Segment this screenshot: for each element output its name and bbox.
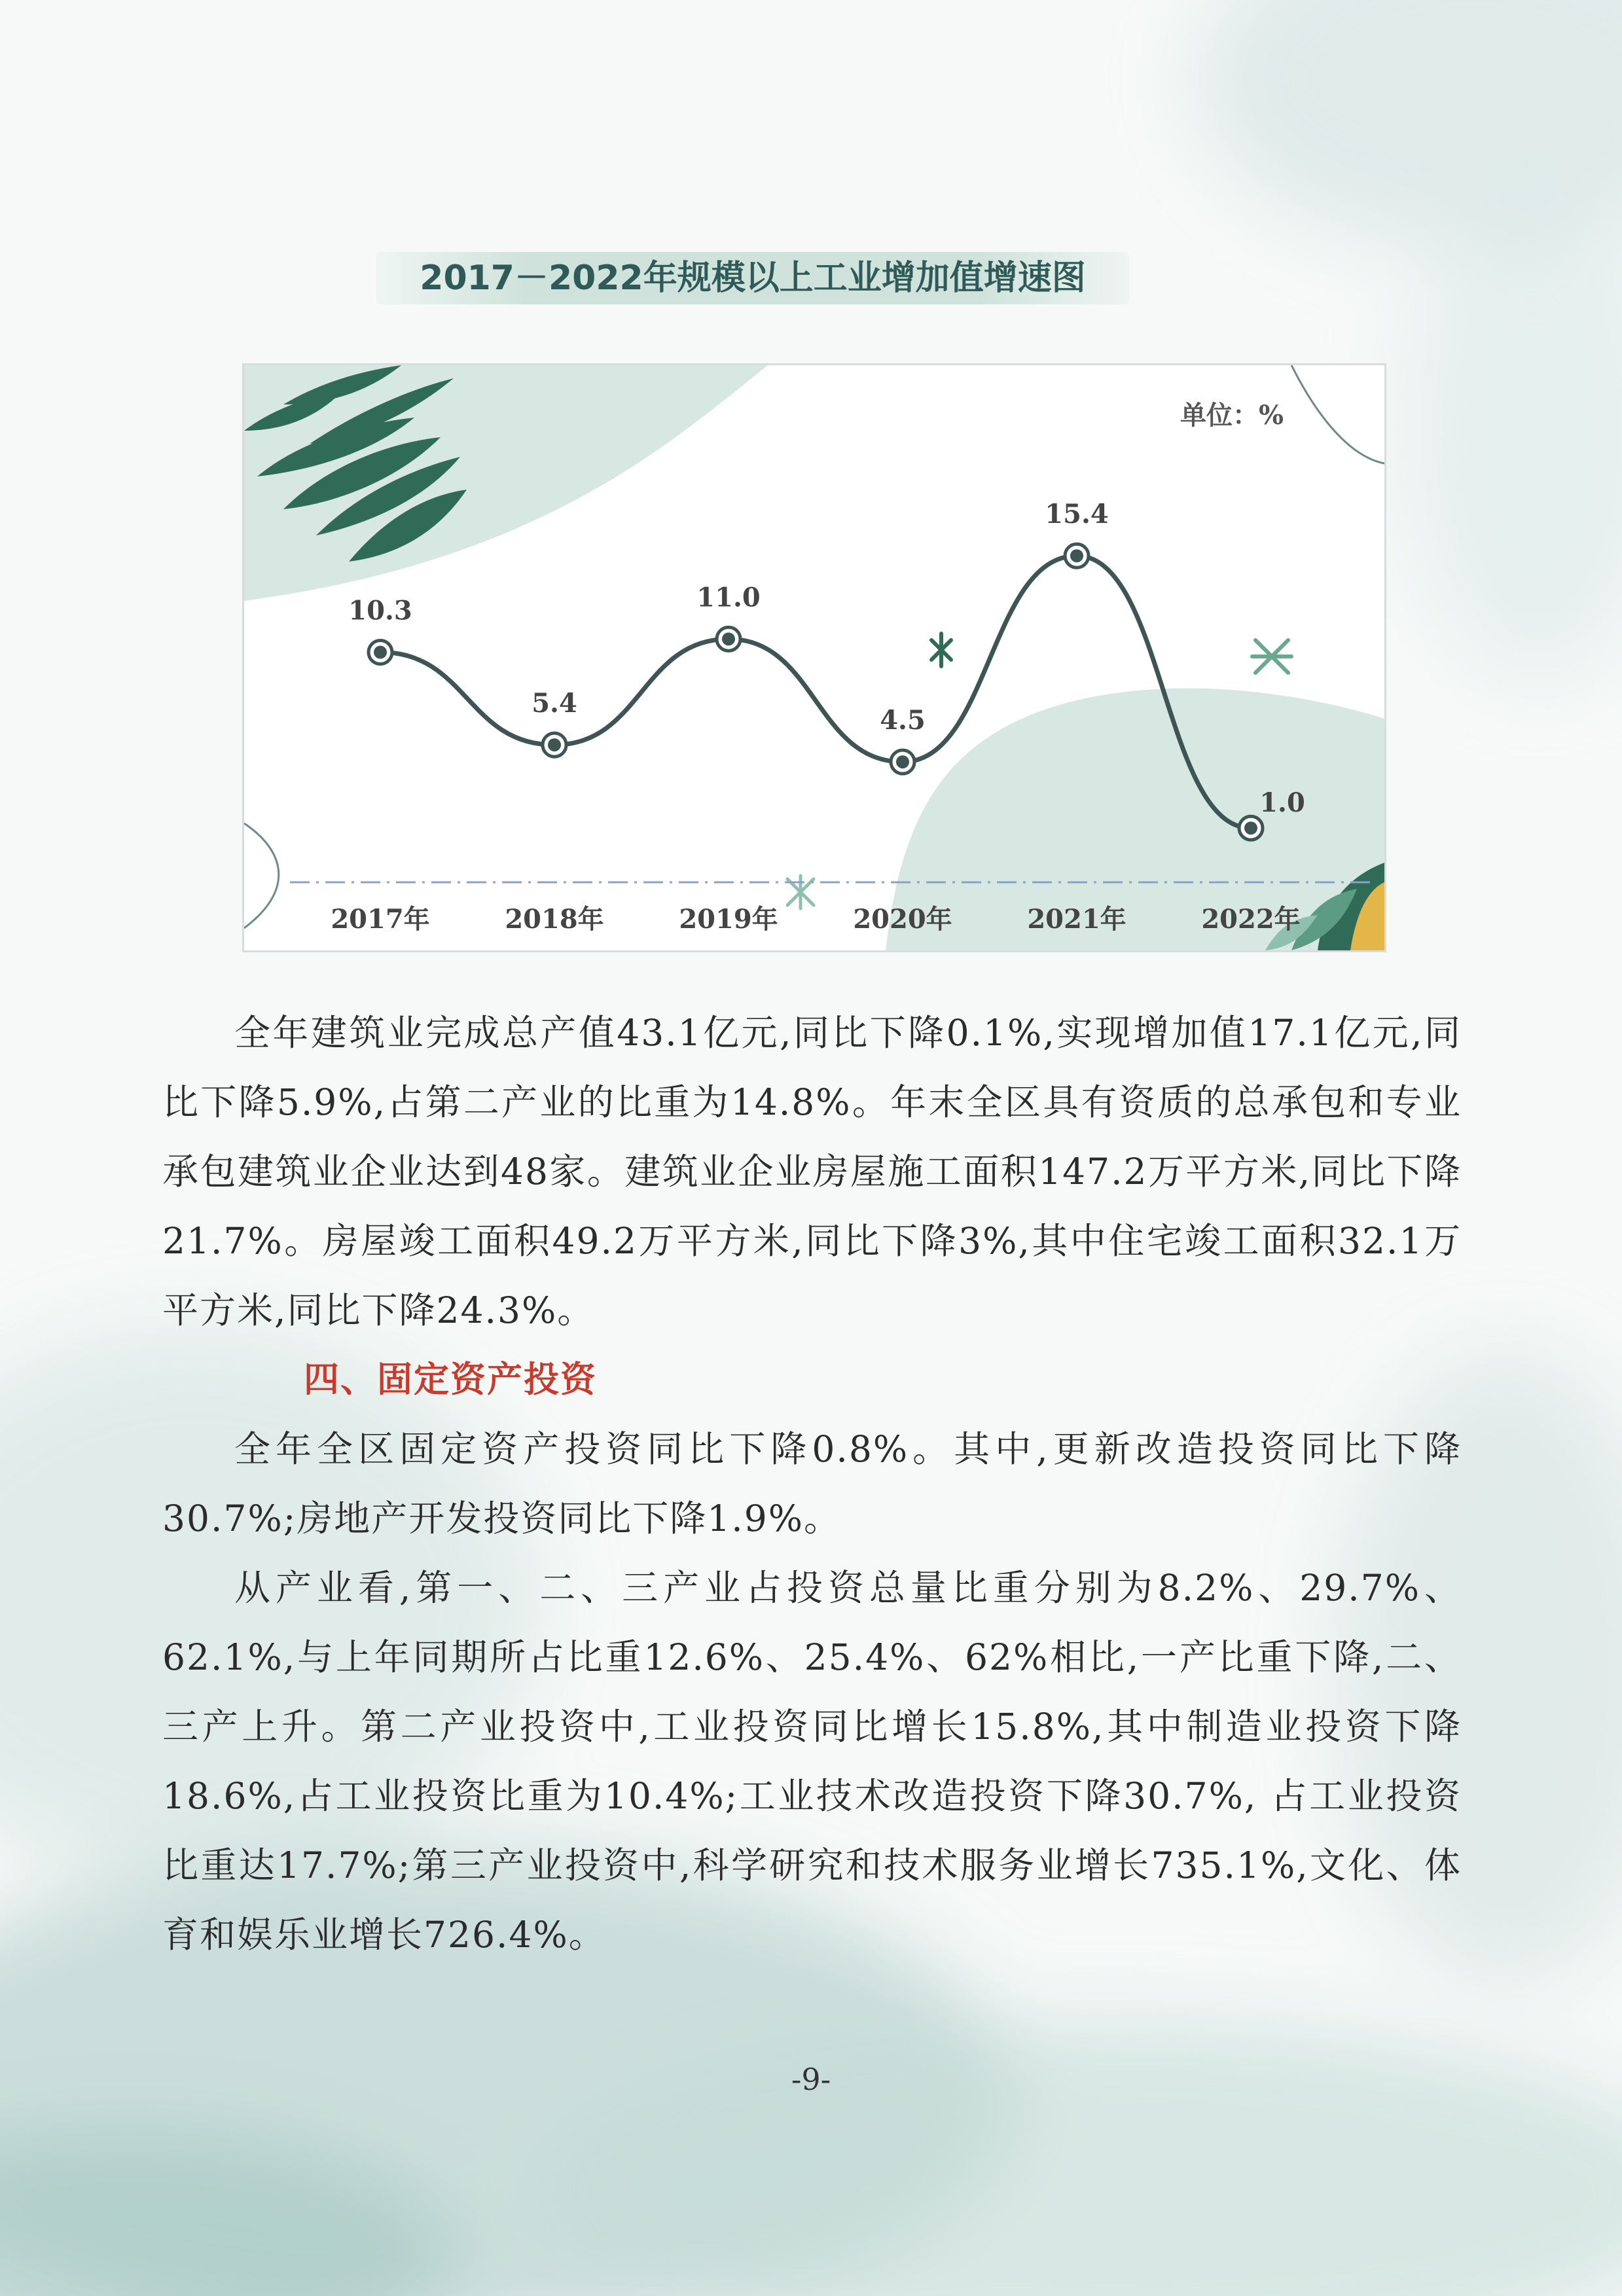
data-label: 10.3 [348, 595, 412, 626]
x-tick-label: 2018年 [505, 904, 604, 935]
data-point-core [722, 632, 735, 645]
chart-bg-blob-bottom [886, 689, 1384, 950]
paragraph-construction: 全年建筑业完成总产值43.1亿元,同比下降0.1%,实现增加值17.1亿元,同比下降5.9%,占第二产业的比重为14.8%。年末全区具有资质的总承包和专业承包建筑业企业达到48家。建筑业企业房屋施工面积147.2万平方米,同比下降21.7%。房屋竣工面积49.2万平方米,同比下降3%,其中住宅竣工面积32.1万平方米,同比下降24.3%。 [162, 1012, 1462, 1331]
data-label: 1.0 [1259, 787, 1305, 819]
unit-label: 单位：% [1180, 400, 1284, 431]
data-label: 4.5 [880, 705, 926, 736]
body-text [162, 998, 1462, 1969]
paragraph-fixed-investment: 全年全区固定资产投资同比下降0.8%。其中,更新改造投资同比下降30.7%;房地产开发投资同比下降1.9%。 [162, 1428, 1462, 1539]
paragraph-industry-investment: 从产业看,第一、二、三产业占投资总量比重分别为8.2%、29.7%、62.1%,与上年同期所占比重12.6%、25.4%、62%相比,一产比重下降,二、三产上升。第二产业投资中,工业投资同比增长15.8%,其中制造业投资下降18.6%,占工业投资比重为10.4%;工业技术改造投资下降30.7%, 占工业投资比重达17.7%;第三产业投资中,科学研究和技术服务业增长735.1%,文化、体育和娱乐业增长726.4%。 [162, 1567, 1462, 1956]
data-label: 5.4 [532, 688, 577, 719]
sprig-icon-3 [787, 876, 814, 908]
chart-title: 2017－2022年规模以上工业增加值增速图 [376, 252, 1129, 304]
data-point-core [896, 755, 909, 768]
x-tick-label: 2020年 [853, 904, 952, 935]
data-label: 11.0 [696, 582, 761, 613]
x-tick-label: 2021年 [1027, 904, 1126, 935]
data-point-core [1244, 821, 1257, 834]
x-tick-label: 2022年 [1201, 904, 1301, 935]
section-heading: 四、固定资产投资 [304, 1359, 597, 1400]
x-tick-label: 2017年 [331, 904, 430, 935]
page-number: -9- [791, 2062, 831, 2097]
sprig-icon-2 [1252, 640, 1291, 673]
data-point-core [548, 738, 561, 751]
x-tick-label: 2019年 [679, 904, 778, 935]
chart-canvas [244, 365, 1384, 950]
sprig-icon-1 [931, 634, 951, 666]
data-point-core [374, 646, 387, 659]
chart-corner-curve-left [244, 823, 279, 928]
line-chart [242, 363, 1386, 952]
chart-corner-curve-right [1291, 365, 1384, 463]
data-label: 15.4 [1045, 499, 1109, 530]
data-point-core [1070, 549, 1083, 562]
